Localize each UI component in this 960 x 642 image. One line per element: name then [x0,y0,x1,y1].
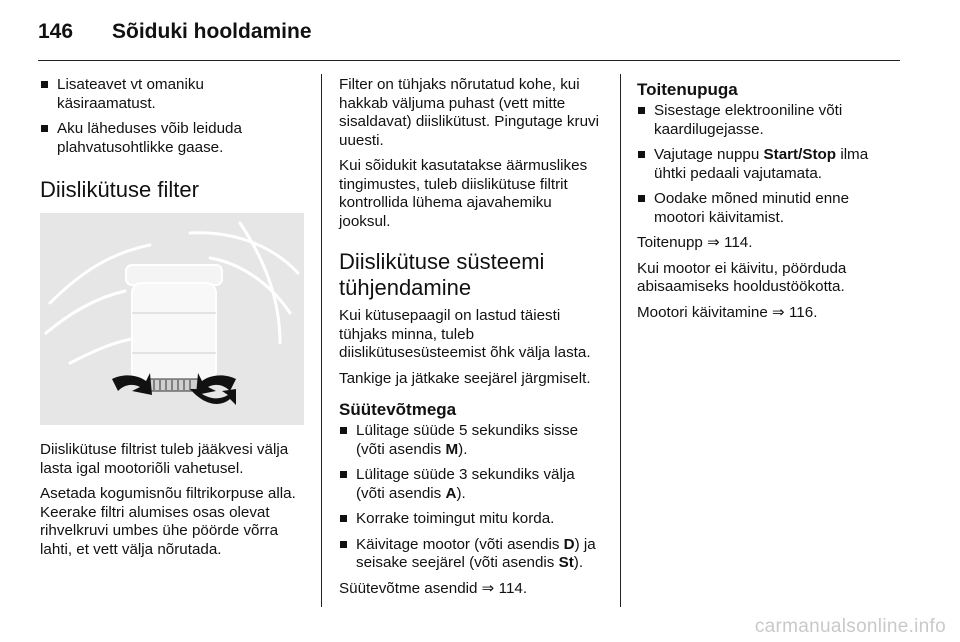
watermark: carmanualsonline.info [754,616,946,637]
step-item: Vajutage nuppu Start/Stop ilma ühtki pedaali vajutamata. [637,146,901,183]
section-title: Sõiduki hooldamine [112,20,312,43]
page-header [38,20,312,50]
paragraph: Kui mootor ei käivitu, pöörduda abisaamiseks hooldustöökotta. [637,259,847,295]
paragraph: Tankige ja jätkake seejärel järgmiselt. [339,369,591,387]
column-1 [40,76,304,566]
paragraph: Diislikütuse filtrist tuleb jääkvesi välja lasta igal mootoriõli vahetusel. [40,441,289,477]
cross-reference: Süütevõtme asendid ⇒ 114. [339,579,528,597]
step-item: Korrake toimingut mitu korda. [339,510,605,529]
cross-reference: Mootori käivitamine ⇒ 116. [637,303,818,321]
paragraph: Kui sõidukit kasutatakse äärmuslikes tingimustes, tuleb diislikütuse filtrit kontrollida lühema ajavahemiku jooksul. [339,157,588,230]
step-item: Oodake mõned minutid enne mootori käivitamist. [637,190,901,227]
column-divider [620,74,621,607]
paragraph: Filter on tühjaks nõrutatud kohe, kui hakkab väljuma puhast (vett mitte sisaldavat) diislikütust. Pingutage kruvi uuesti. [339,76,599,149]
page-number: 146 [38,20,74,43]
step-item: Käivitage mootor (võti asendis D) ja seisake seejärel (võti asendis St). [339,536,605,573]
step-item: Lülitage süüde 3 sekundiks välja (võti asendis A). [339,466,605,503]
subheading-ignition-key: Süütevõtmega [339,400,457,419]
heading-diesel-filter: Diislikütuse filter [40,177,199,202]
paragraph: Asetada kogumisnõu filtrikorpuse alla. Keerake filtri alumises osas olevat rihvelkruvi umbes ühe pöörde võrra lahti, et vett välja nõrutada. [40,485,296,558]
heading-system-bleeding: Diislikütuse süsteemi tühjendamine [339,249,545,300]
subheading-power-button: Toitenupuga [637,80,738,99]
bullet-item: Aku läheduses võib leiduda plahvatusohtlikke gaase. [40,120,304,157]
step-item: Lülitage süüde 5 sekundiks sisse (võti asendis M). [339,422,605,459]
column-divider [321,74,322,607]
header-divider [38,60,900,61]
paragraph: Kui kütusepaagil on lastud täiesti tühjaks minna, tuleb diislikütusesüsteemist õhk välja lasta. [339,307,591,361]
diesel-filter-illustration [40,213,304,425]
step-item: Sisestage elektrooniline võti kaardilugejasse. [637,102,901,139]
column-3 [637,76,901,329]
cross-reference: Toitenupp ⇒ 114. [637,234,753,251]
bullet-item: Lisateavet vt omaniku käsiraamatust. [40,76,304,113]
column-2 [339,76,605,605]
